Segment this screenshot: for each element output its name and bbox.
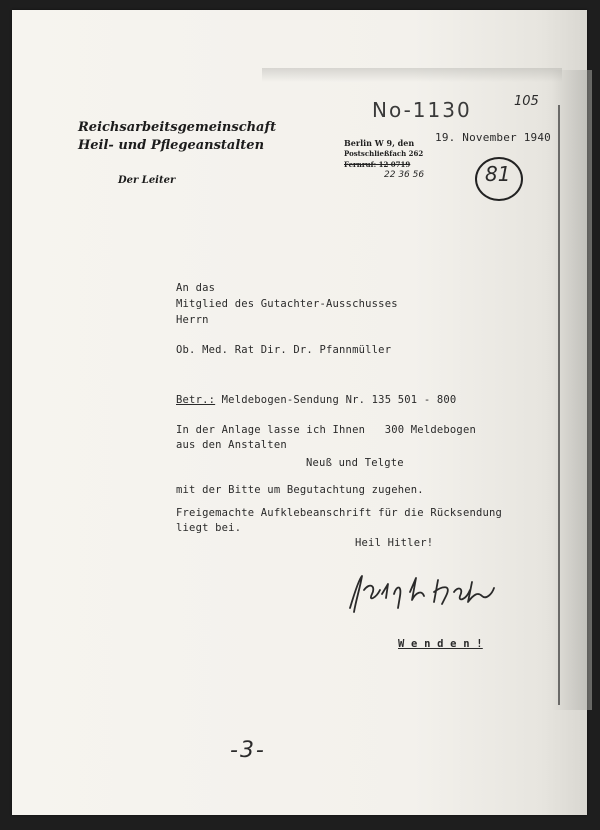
body-line4: mit der Bitte um Begutachtung zugehen. — [176, 484, 424, 496]
subject-text: Meldebogen-Sendung Nr. 135 501 - 800 — [215, 394, 457, 406]
handwritten-signature — [342, 568, 522, 618]
closing-greeting: Heil Hitler! — [355, 537, 434, 549]
subject-label: Betr.: — [176, 394, 216, 406]
letter-page — [12, 10, 587, 815]
body-line5: Freigemachte Aufklebeanschrift für die Rücksendung — [176, 507, 503, 519]
body-line1: In der Anlage lasse ich Ihnen 300 Meldebogen — [176, 424, 476, 436]
stamp-fernruf: Fernruf: 12 0719 — [344, 160, 411, 169]
copy-shadow-top — [262, 68, 562, 82]
recipient-line3: Herrn — [176, 314, 209, 326]
stamp-postfach: Postschließfach 262 — [344, 149, 424, 158]
circled-number: 81 — [485, 162, 511, 186]
letterhead-line2: Heil- und Pflegeanstalten — [78, 138, 265, 153]
body-line6: liegt bei. — [176, 522, 242, 534]
letterhead-leiter: Der Leiter — [118, 175, 176, 186]
wenden-note: W e n d e n ! — [398, 638, 483, 650]
stamp-fernruf-new: 22 36 56 — [384, 170, 425, 180]
recipient-name: Ob. Med. Rat Dir. Dr. Pfannmüller — [176, 344, 392, 356]
recipient-line1: An das — [176, 282, 216, 294]
archive-page-mark: 105 — [514, 94, 539, 109]
copy-edge-line — [558, 105, 560, 705]
archive-doc-number: No-1130 — [372, 98, 472, 122]
subject-line — [176, 394, 456, 406]
stamp-city: Berlin W 9, den — [344, 138, 415, 148]
footer-page-mark: -3- — [230, 738, 266, 763]
recipient-line2: Mitglied des Gutachter-Ausschusses — [176, 298, 398, 310]
body-line3: Neuß und Telgte — [306, 457, 404, 469]
letterhead-line1: Reichsarbeitsgemeinschaft — [78, 120, 277, 135]
body-line2: aus den Anstalten — [176, 439, 287, 451]
letter-date: 19. November 1940 — [435, 131, 551, 144]
